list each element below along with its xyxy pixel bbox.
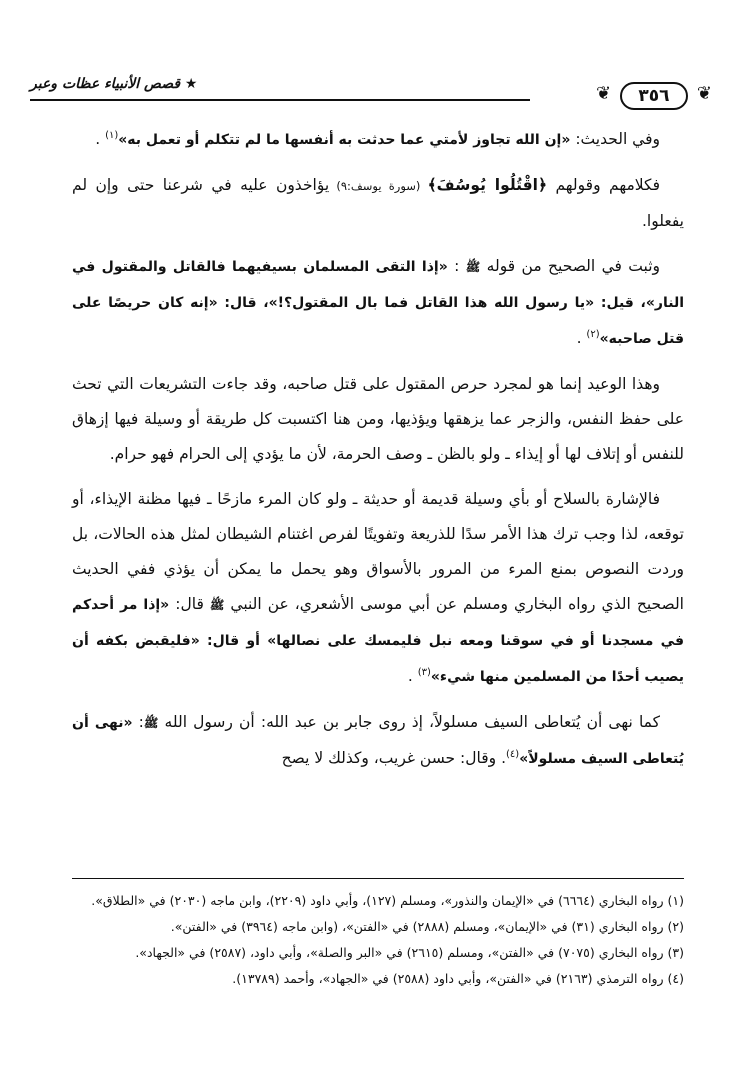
- main-text: [72, 122, 684, 787]
- p3-lead: وثبت في الصحيح من قوله: [480, 257, 661, 275]
- p1-hadith: «إن الله تجاوز لأمتي عما حدثت به أنفسها ما لم تتكلم أو تعمل به»: [118, 132, 571, 148]
- paragraph-2: [72, 168, 684, 239]
- paragraph-4: [72, 367, 684, 472]
- p3-end: .: [576, 329, 587, 347]
- p5-mid: قال:: [169, 595, 210, 613]
- salutation-icon: ﷺ: [209, 598, 225, 612]
- header-rule: [30, 99, 530, 101]
- p3-colon: :: [447, 257, 466, 275]
- p5-hadith: «إذا مر أحدكم في مسجدنا أو في سوقنا ومعه نبل فليمسك على نصالها» أو قال: «فليقبض بكفه أن يصيب أحدًا من المسلمين منها شيء»: [72, 597, 684, 685]
- ornament-left-icon: ❦: [596, 83, 612, 104]
- footnote-separator: [72, 878, 684, 879]
- footnote-ref-3: (٣): [417, 666, 431, 678]
- p5-end: .: [407, 667, 418, 685]
- p4-text: وهذا الوعيد إنما هو لمجرد حرص المقتول على قتل صاحبه، وقد جاءت التشريعات التي تحث على حفظ النفس، والزجر عما يزهقها ويؤذيها، ومن هنا اكتسبت كل طريقة أو وسيلة فيها إزهاق للنفس أو إتلاف لها أو إيذاء ـ ولو بالظن ـ وصف الحرمة، لأن ما يؤدي إلى الحرام فهو حرام.: [72, 375, 684, 463]
- footnote-1: (١) رواه البخاري (٦٦٦٤) في «الإيمان والنذور»، ومسلم (١٢٧)، وأبي داود (٢٢٠٩)، وابن ماجه (٢٠٣٠) في «الطلاق».: [91, 893, 684, 908]
- p2-rest: يؤاخذون عليه في شرعنا حتى وإن لم يفعلوا.: [72, 176, 684, 230]
- footnote-ref-1: (١): [105, 129, 119, 141]
- ornament-right-icon: ❦: [696, 83, 712, 104]
- p6-lead: كما نهى أن يُتعاطى السيف مسلولاً، إذ روى جابر بن عبد الله: أن رسول الله: [158, 713, 661, 731]
- page-header: [30, 72, 712, 112]
- footnote-3: (٣) رواه البخاري (٧٠٧٥) في «الفتن»، ومسلم (٢٦١٥) في «البر والصلة»، وأبي داود، (٢٥٨٧) في «الجهاد».: [135, 945, 684, 960]
- p2-lead: فكلامهم وقولهم: [547, 176, 660, 194]
- paragraph-6: [72, 705, 684, 777]
- p2-verse-ref: (سورة يوسف:٩): [329, 179, 428, 193]
- page-number: ٣٥٦: [620, 82, 688, 110]
- paragraph-3: [72, 249, 684, 357]
- p3-hadith: «إذا التقى المسلمان بسيفيهما فالقاتل والمقتول في النار»، قيل: «يا رسول الله هذا القاتل فما بال المقتول؟!»، قال: «إنه كان حريصًا على قتل صاحبه»: [72, 259, 684, 347]
- p6-rest: . وقال: حسن غريب، وكذلك لا يصح: [281, 749, 507, 767]
- footnotes: [72, 888, 684, 992]
- paragraph-5: [72, 482, 684, 695]
- page-number-box: [596, 80, 712, 110]
- running-title: ★ قصص الأنبياء عظات وعبر: [30, 76, 198, 92]
- footnote-ref-2: (٢): [586, 328, 600, 340]
- salutation-icon: ﷺ: [143, 716, 159, 730]
- footnote-4: (٤) رواه الترمذي (٢١٦٣) في «الفتن»، وأبي داود (٢٥٨٨) في «الجهاد»، وأحمد (١٣٧٨٩).: [232, 971, 684, 986]
- p2-quran-verse: ﴿اقْتُلُوا يُوسُفَ﴾: [427, 176, 548, 194]
- p6-colon: :: [132, 713, 144, 731]
- salutation-icon: ﷺ: [465, 260, 481, 274]
- p1-end: .: [95, 130, 106, 148]
- p6-hadith: «نهى أن يُتعاطى السيف مسلولاً»: [72, 715, 684, 767]
- footnote-2: (٢) رواه البخاري (٣١) في «الإيمان»، ومسلم (٢٨٨٨) في «الفتن»، (وابن ماجه (٣٩٦٤) في «الفتن».: [170, 919, 684, 934]
- p1-lead: وفي الحديث:: [570, 130, 660, 148]
- p5-lead: فالإشارة بالسلاح أو بأي وسيلة قديمة أو حديثة ـ ولو كان المرء مازحًا ـ فيها مظنة الإيذاء، أو توقعه، لذا وجب ترك هذا الأمر سدًا للذريعة وتفويتًا لفرص اغتنام الشيطان لمثل هذه الحالات، بل وردت النصوص بمنع المرء من المرور بالأسواق وهو يحمل ما يمكن أن يؤذي ففي الحديث الصحيح الذي رواه البخاري ومسلم عن أبي موسى الأشعري، عن النبي: [72, 490, 684, 613]
- paragraph-1: [72, 122, 684, 158]
- footnote-ref-4: (٤): [506, 748, 520, 760]
